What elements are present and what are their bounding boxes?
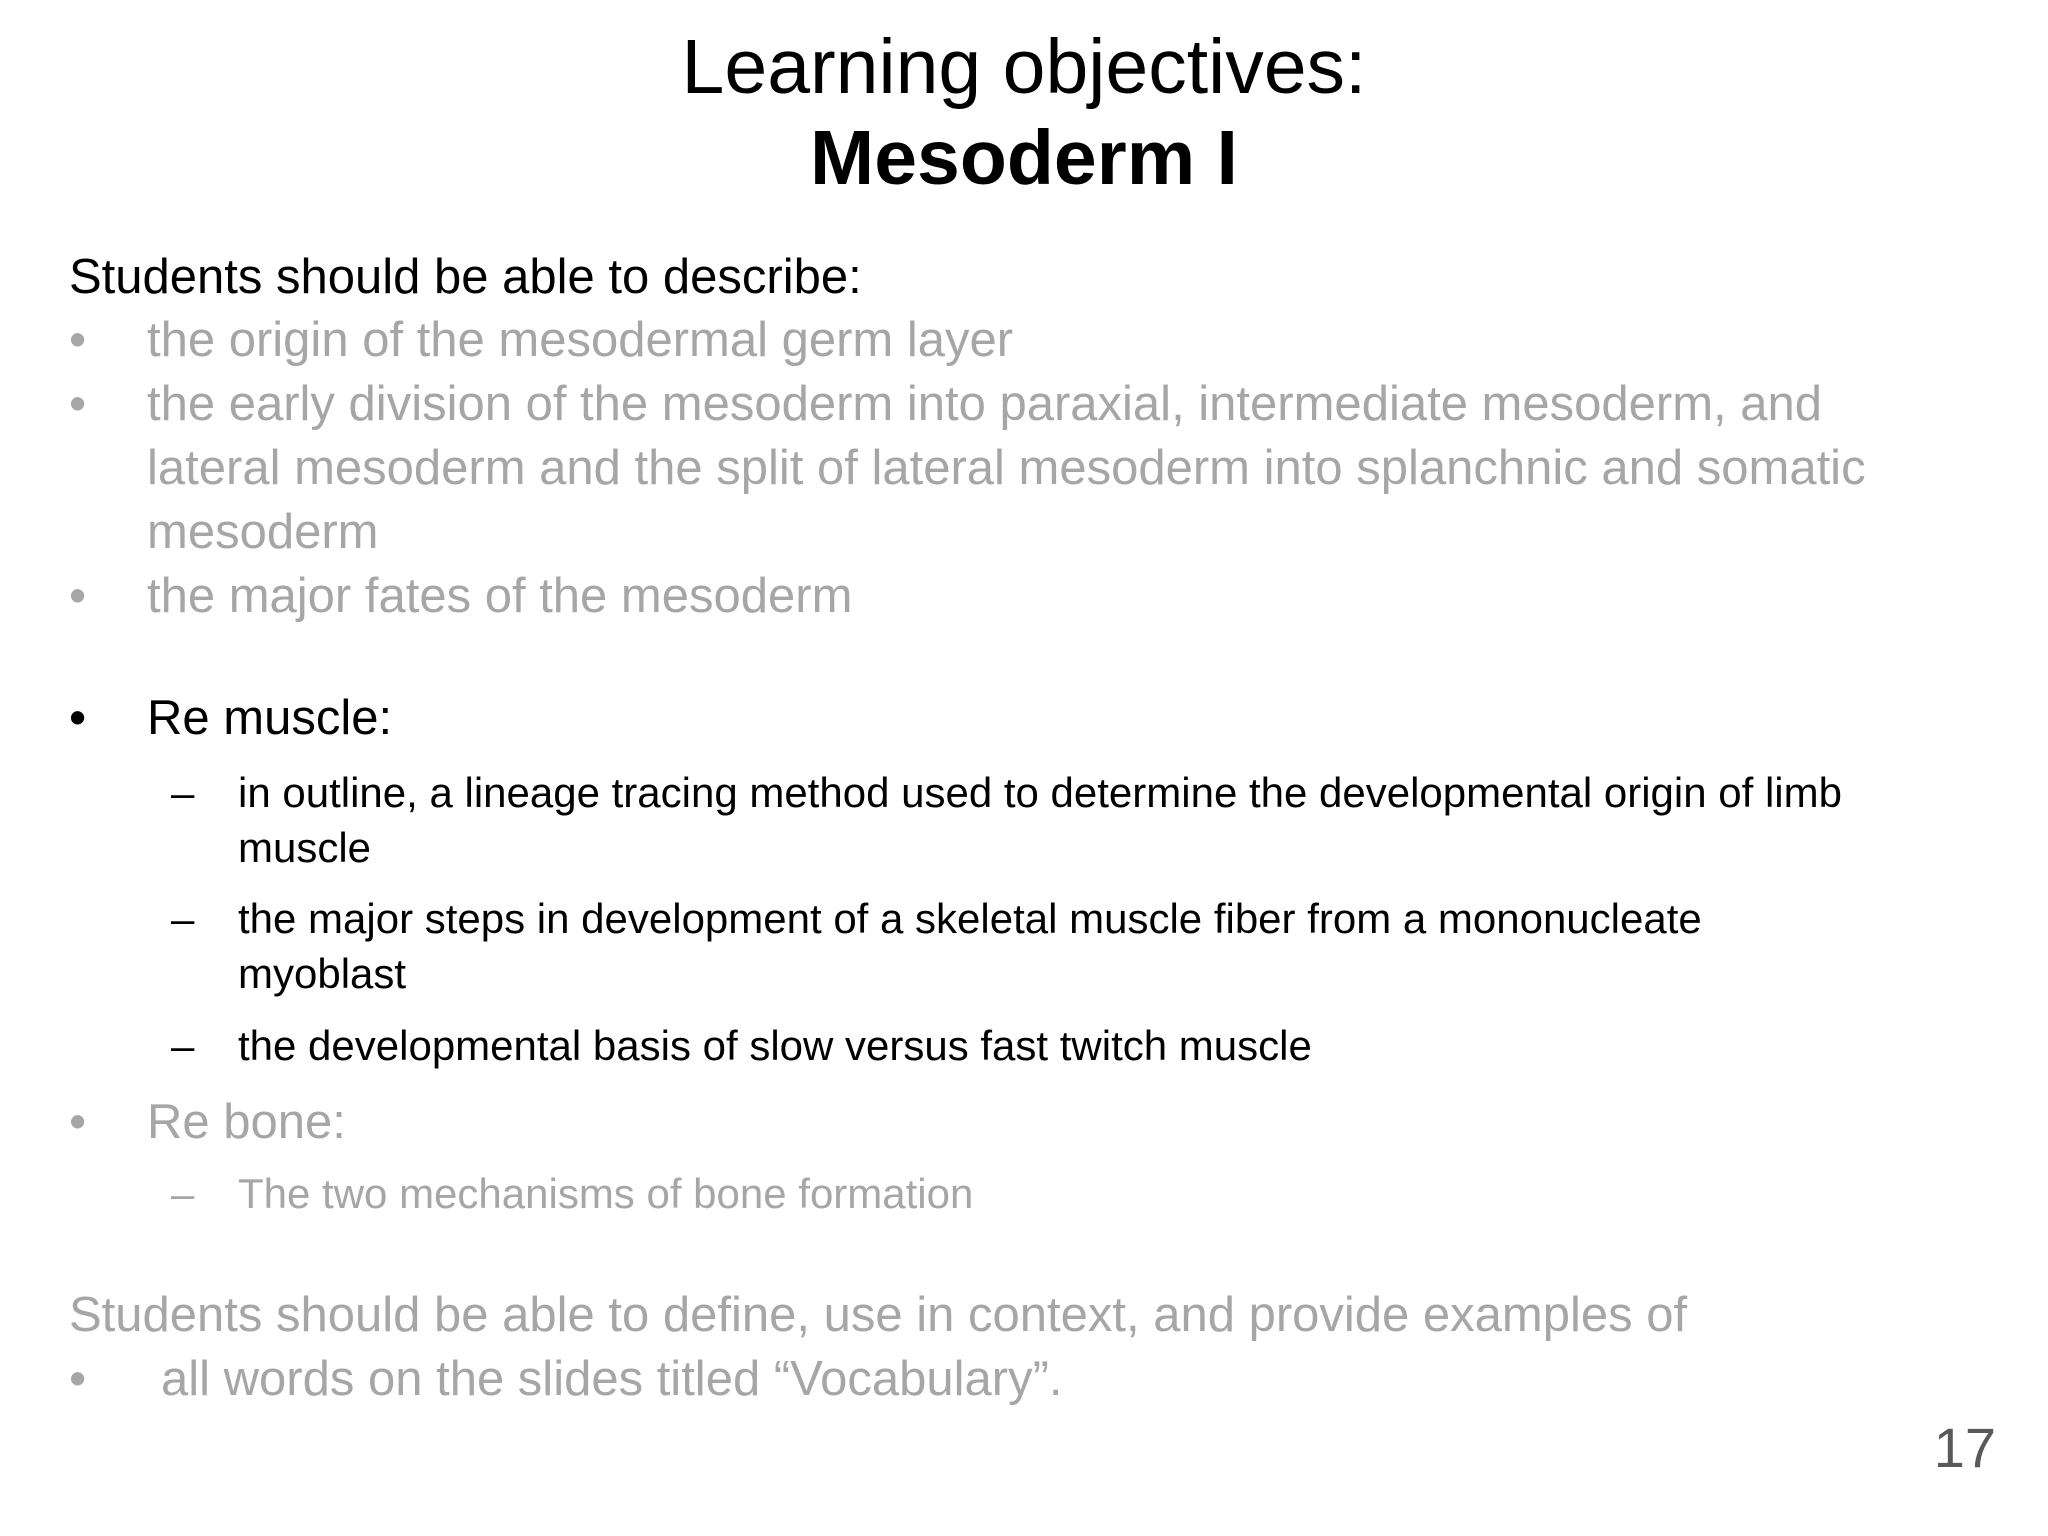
bullet-early-division-line1: the early division of the mesoderm into paraxial, intermediate mesoderm, and	[147, 377, 1822, 431]
slide-subtitle: Mesoderm I	[810, 115, 1238, 201]
bullet-marker: •	[69, 569, 87, 623]
bullet-early-division-line3: mesoderm	[147, 505, 379, 559]
bone-heading: Re bone:	[147, 1095, 346, 1149]
bullet-major-fates: the major fates of the mesoderm	[147, 569, 853, 623]
muscle-item-steps-line1: the major steps in development of a skeletal muscle fiber from a mononucleate	[238, 895, 1702, 942]
muscle-item-steps-line2: myoblast	[238, 950, 407, 997]
bullet-marker: •	[69, 313, 87, 367]
muscle-heading: Re muscle:	[147, 691, 393, 745]
dash-marker: –	[171, 895, 195, 942]
bone-item-mechanisms: The two mechanisms of bone formation	[238, 1170, 974, 1217]
bullet-marker: •	[69, 1095, 87, 1149]
muscle-item-lineage-line1: in outline, a lineage tracing method used to determine the developmental origin of limb	[238, 769, 1842, 816]
bullet-marker: •	[69, 691, 87, 745]
define-bullet-vocabulary: all words on the slides titled “Vocabulary”.	[161, 1352, 1063, 1406]
define-intro: Students should be able to define, use in context, and provide examples of	[69, 1288, 1688, 1342]
muscle-item-lineage-line2: muscle	[238, 824, 372, 871]
bullet-marker: •	[69, 377, 87, 431]
slide-title: Learning objectives:	[681, 24, 1367, 110]
describe-intro: Students should be able to describe:	[69, 250, 862, 304]
bullet-marker: •	[69, 1352, 87, 1406]
muscle-item-twitch: the developmental basis of slow versus fast twitch muscle	[238, 1022, 1312, 1069]
page-number: 17	[1933, 1416, 1996, 1479]
bullet-origin-mesoderm: the origin of the mesodermal germ layer	[147, 313, 1014, 367]
dash-marker: –	[171, 769, 195, 816]
dash-marker: –	[171, 1170, 195, 1217]
dash-marker: –	[171, 1022, 195, 1069]
bullet-early-division-line2: lateral mesoderm and the split of lateral mesoderm into splanchnic and somatic	[147, 441, 1866, 495]
